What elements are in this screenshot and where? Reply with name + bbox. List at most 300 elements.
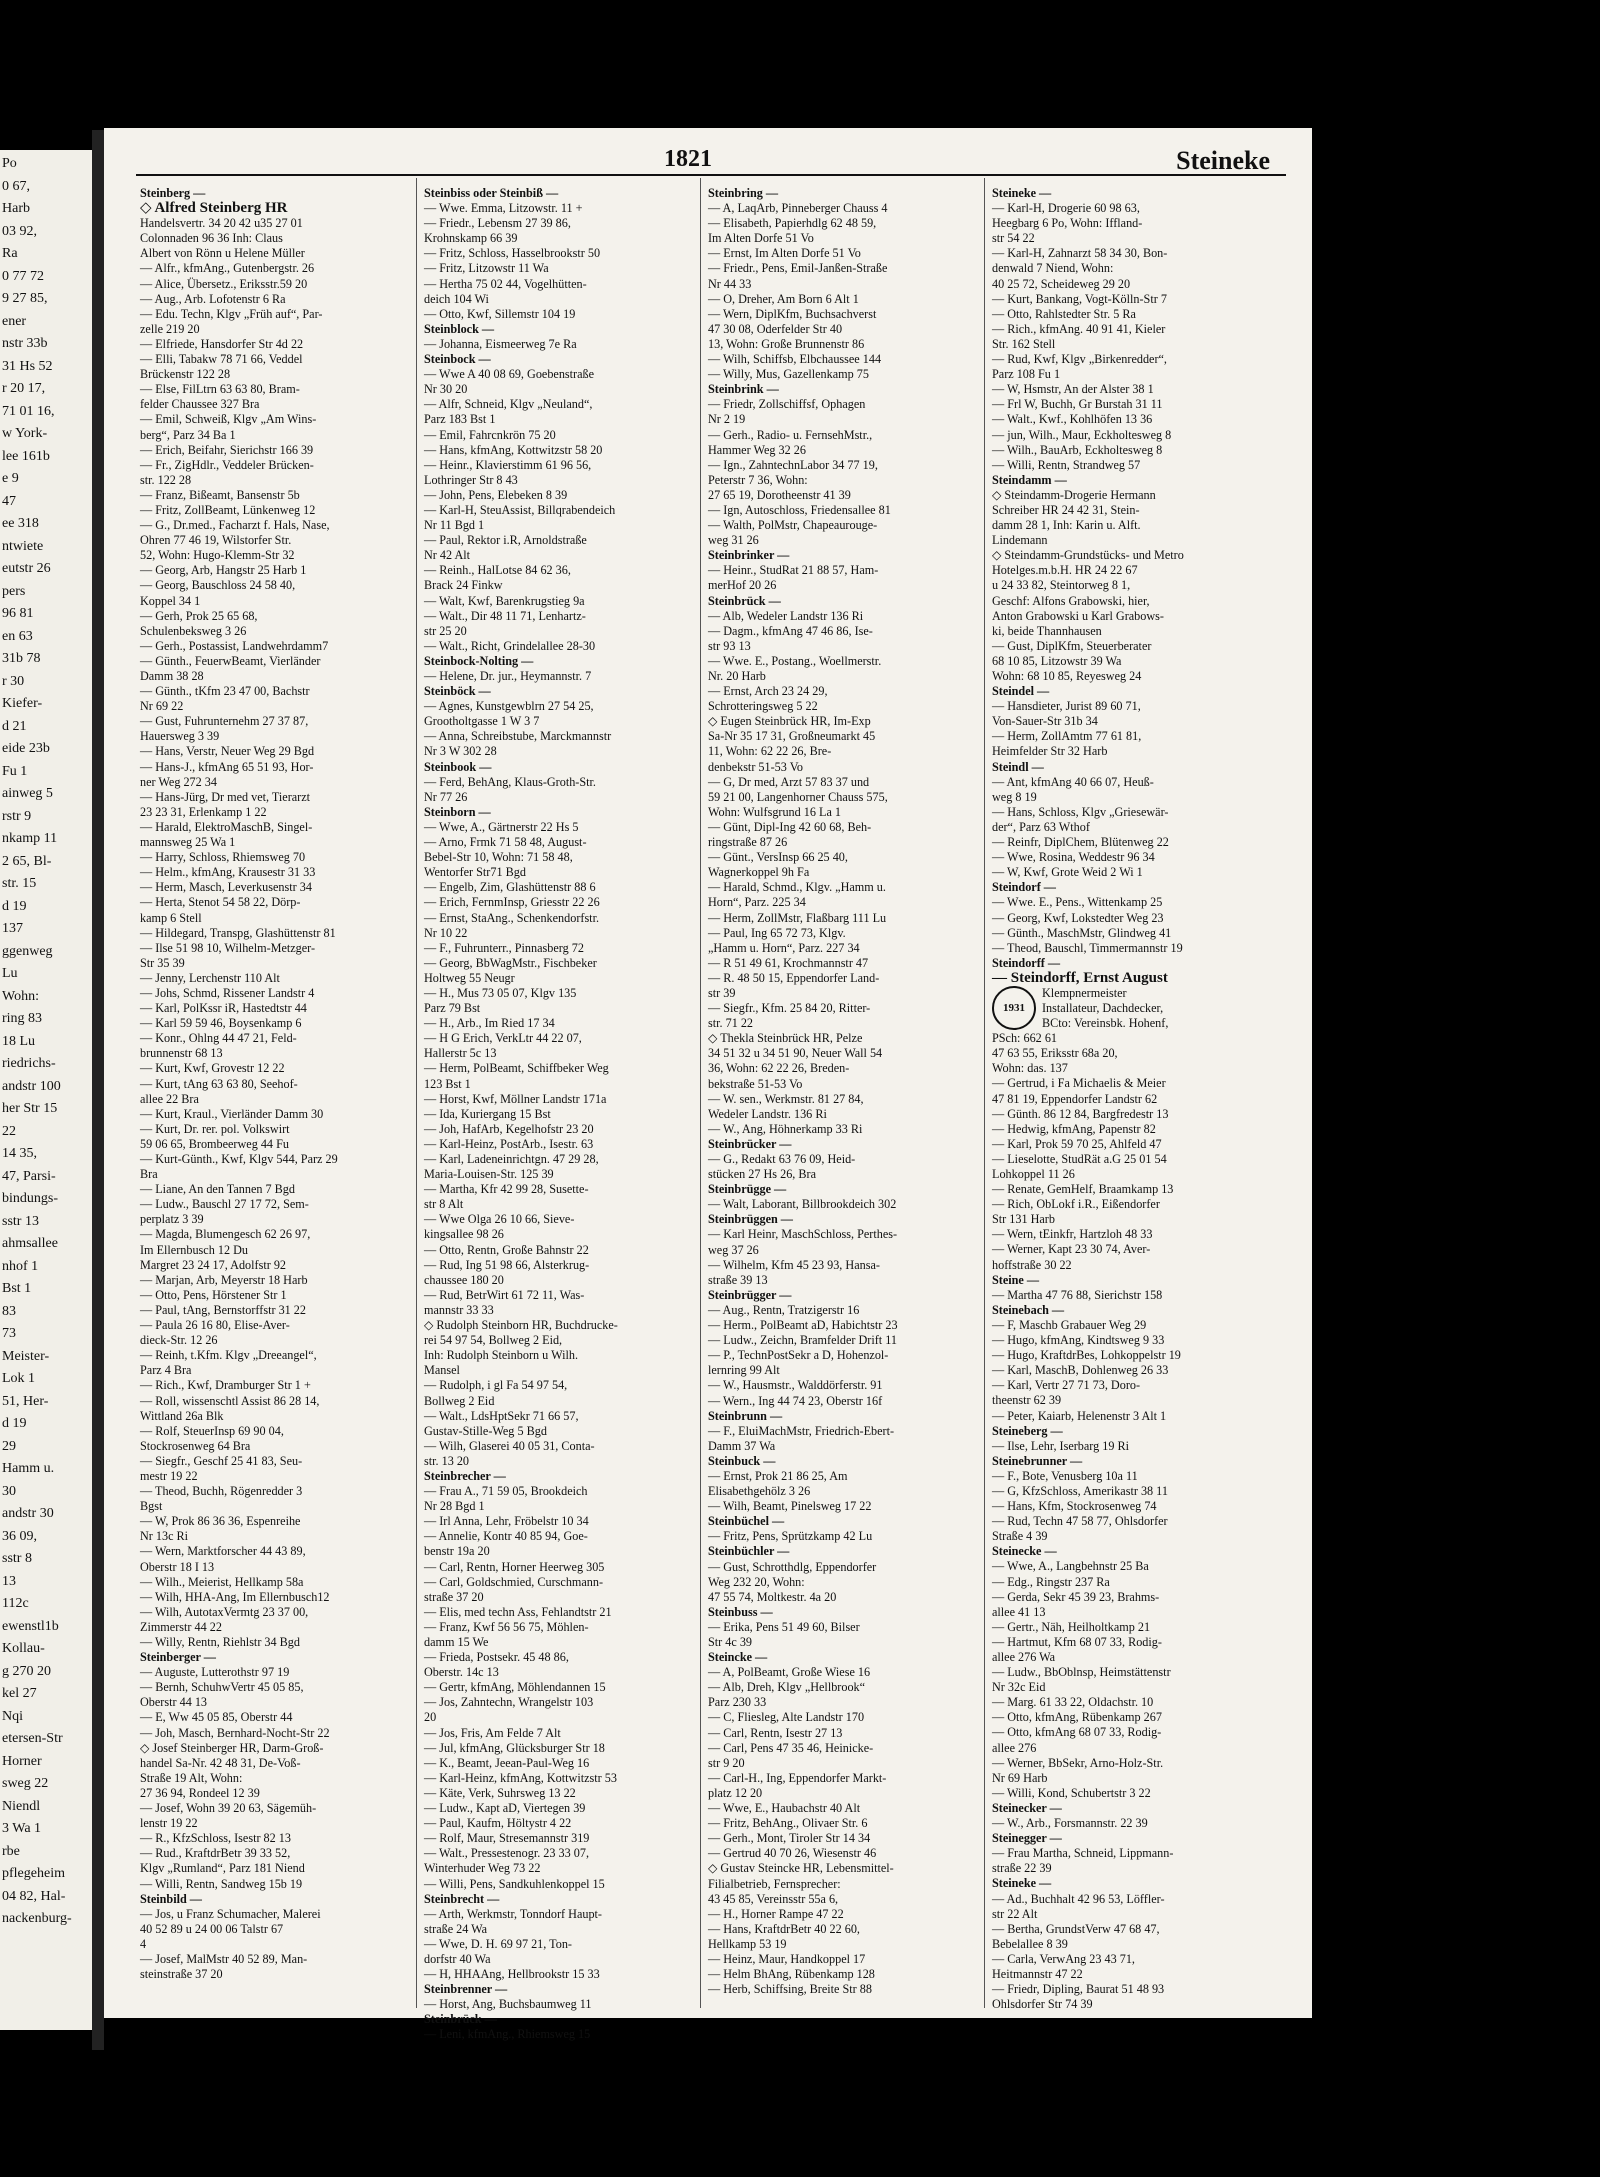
entry-text: — Karl-H, Drogerie 60 98 63, <box>992 201 1140 216</box>
entry-text: — A, LaqArb, Pinneberger Chauss 4 <box>708 201 888 216</box>
entry-text: ◇ Gustav Steincke HR, Lebensmittel- <box>708 1861 894 1876</box>
strip-line: 31b 78 <box>2 651 41 666</box>
directory-entry <box>424 1560 704 1575</box>
entry-text: — Otto, kfmAng, Rübenkamp 267 <box>992 1710 1162 1725</box>
directory-entry <box>708 292 988 307</box>
directory-entry <box>992 775 1272 790</box>
column-2 <box>424 186 704 2042</box>
directory-entry <box>140 714 420 729</box>
directory-entry <box>708 1741 988 1756</box>
directory-entry <box>140 246 420 261</box>
directory-entry <box>708 1922 988 1937</box>
entry-text: — Günth., FeuerwBeamt, Vierländer <box>140 653 321 668</box>
directory-entry <box>992 428 1272 443</box>
entry-text: 40 52 89 u 24 00 06 Talstr 67 <box>140 1921 284 1936</box>
entry-text: Steinbuck — <box>708 1453 776 1468</box>
directory-entry <box>140 1907 420 1922</box>
entry-text: — Harald, Schmd., Klgv. „Hamm u. <box>708 880 886 895</box>
entry-text: Hotelges.m.b.H. HR 24 22 67 <box>992 563 1138 578</box>
entry-text: — Fr., ZigHdlr., Veddeler Brücken- <box>140 457 314 472</box>
entry-text: rei 54 97 54, Bollweg 2 Eid, <box>424 1333 563 1348</box>
entry-text: — Carl-H., Ing, Eppendorfer Markt- <box>708 1770 887 1785</box>
directory-entry <box>140 1061 420 1076</box>
directory-entry <box>140 1243 420 1258</box>
strip-line: 137 <box>2 921 23 936</box>
entry-text: Str 35 39 <box>140 955 185 970</box>
directory-entry <box>992 1363 1272 1378</box>
directory-entry <box>140 367 420 382</box>
entry-text: chaussee 180 20 <box>424 1272 504 1287</box>
directory-entry <box>708 1846 988 1861</box>
entry-text: — Ilse 51 98 10, Wilhelm-Metzger- <box>140 940 316 955</box>
directory-entry <box>424 1439 704 1454</box>
directory-entry <box>708 1952 988 1967</box>
directory-entry <box>140 1454 420 1469</box>
entry-text: — Hertha 75 02 44, Vogelhütten- <box>424 276 587 291</box>
entry-text: — Fritz, Pens, Sprützkamp 42 Lu <box>708 1529 873 1544</box>
directory-entry <box>992 1016 1272 1031</box>
entry-text: str 54 22 <box>992 231 1035 246</box>
entry-text: — Günth., MaschMstr, Glindweg 41 <box>992 925 1172 940</box>
strip-line: 14 35, <box>2 1146 37 1161</box>
directory-entry <box>424 578 704 593</box>
directory-entry <box>708 1877 988 1892</box>
entry-text: — Elisabeth, Papierhdlg 62 48 59, <box>708 216 877 231</box>
entry-text: Krohnskamp 66 39 <box>424 231 518 246</box>
entry-text: — Helm., kfmAng, Krausestr 31 33 <box>140 865 316 880</box>
strip-line: str. 15 <box>2 876 37 891</box>
entry-text: Steindamm — <box>992 472 1067 487</box>
entry-text: Ohlsdorfer Str 74 39 <box>992 1997 1093 2012</box>
directory-entry <box>708 428 988 443</box>
directory-entry <box>992 292 1272 307</box>
strip-line: 83 <box>2 1303 16 1319</box>
entry-text: Von-Sauer-Str 31b 34 <box>992 714 1098 729</box>
directory-entry <box>708 926 988 941</box>
surname-heading <box>708 1288 988 1303</box>
entry-text: — Josef, Wohn 39 20 63, Sägemüh- <box>140 1801 317 1816</box>
entry-text: — Paul, Kaufm, Höltystr 4 22 <box>424 1816 572 1831</box>
entry-text: — Ernst, Im Alten Dorfe 51 Vo <box>708 246 861 261</box>
entry-text: damm 15 We <box>424 1635 489 1649</box>
entry-text: Wohn: 68 10 85, Reyesweg 24 <box>992 669 1142 683</box>
entry-text: — Ferd, BehAng, Klaus-Groth-Str. <box>424 774 596 789</box>
entry-text: — Ludw., Zeichn, Bramfelder Drift 11 <box>708 1333 897 1348</box>
entry-text: str 8 Alt <box>424 1197 464 1212</box>
directory-entry <box>140 1303 420 1318</box>
entry-text: — Annelie, Kontr 40 85 94, Goe- <box>424 1529 588 1544</box>
entry-text: Bgst <box>140 1499 163 1514</box>
directory-entry <box>424 624 704 639</box>
entry-text: Wohn: das. 137 <box>992 1061 1068 1076</box>
directory-entry <box>708 533 988 548</box>
entry-text: — Rud, Techn 47 58 77, Ohlsdorfer <box>992 1514 1168 1529</box>
entry-text: Steinbring — <box>708 186 779 200</box>
entry-text: Ohren 77 46 19, Wilstorfer Str. <box>140 533 292 548</box>
strip-line: 0 77 72 <box>2 268 44 284</box>
strip-line: 18 Lu <box>2 1033 36 1049</box>
entry-text: — Hans-J., kfmAng 65 51 93, Hor- <box>140 759 314 774</box>
strip-line: 3 Wa 1 <box>2 1821 42 1836</box>
entry-text: 11, Wohn: 62 22 26, Bre- <box>708 744 832 759</box>
entry-text: — Rolf, Maur, Stresemannstr 319 <box>424 1831 590 1846</box>
entry-text: der“, Parz 63 Wthof <box>992 819 1090 834</box>
directory-entry <box>992 216 1272 231</box>
surname-heading <box>992 1544 1272 1559</box>
directory-entry <box>424 1846 704 1861</box>
entry-text: — Karl, Vertr 27 71 73, Doro- <box>992 1378 1141 1393</box>
entry-text: — Gertrud 40 70 26, Wiesenstr 46 <box>708 1846 877 1861</box>
entry-text: — Karl, MaschB, Dohlenweg 26 33 <box>992 1363 1169 1378</box>
entry-text: — G., Redakt 63 76 09, Heid- <box>708 1152 856 1166</box>
directory-entry <box>708 790 988 805</box>
directory-entry <box>424 518 704 533</box>
entry-text: Oberstr. 14c 13 <box>424 1665 499 1680</box>
entry-text: BCto: Vereinsbk. Hohenf, <box>1042 1016 1169 1031</box>
entry-text: Elisabethgehölz 3 26 <box>708 1484 811 1499</box>
entry-text: — F., Fuhrunterr., Pinnasberg 72 <box>424 940 584 955</box>
entry-text: zelle 219 20 <box>140 321 200 336</box>
entry-text: — H, HHAAng, Hellbrookstr 15 33 <box>424 1967 600 1982</box>
entry-text: — Wilh, Beamt, Pinelsweg 17 22 <box>708 1499 872 1514</box>
entry-text: — Hans, kfmAng, Kottwitzstr 58 20 <box>424 442 603 457</box>
entry-text: — Hans, KraftdrBetr 40 22 60, <box>708 1921 860 1936</box>
entry-text: Steinbrück — <box>708 593 781 608</box>
strip-line: nkamp 11 <box>2 831 58 846</box>
entry-text: — Paul, tAng, Bernstorffstr 31 22 <box>140 1302 306 1317</box>
entry-text: — Willi, Rentn, Sandweg 15b 19 <box>140 1876 303 1891</box>
entry-text: — Wwe A 40 08 69, Goebenstraße <box>424 367 595 382</box>
entry-text: Steincke — <box>708 1650 768 1665</box>
directory-entry <box>140 382 420 397</box>
strip-line: en 63 <box>2 628 33 644</box>
directory-entry <box>992 1378 1272 1393</box>
directory-entry <box>992 1605 1272 1620</box>
entry-text: — Alb, Dreh, Klgv „Hellbrook“ <box>708 1680 866 1695</box>
entry-text: — Otto, Pens, Hörstener Str 1 <box>140 1287 287 1302</box>
entry-text: — Hans, Schloss, Klgv „Griesewär- <box>992 804 1169 819</box>
directory-entry <box>992 744 1272 759</box>
directory-entry <box>992 1122 1272 1137</box>
entry-text: mannsweg 25 Wa 1 <box>140 835 236 850</box>
strip-line: etersen-Str <box>2 1731 63 1746</box>
directory-entry <box>992 1741 1272 1756</box>
entry-text: Damm 38 28 <box>140 669 204 683</box>
entry-text: — E, Ww 45 05 85, Oberstr 44 <box>140 1710 293 1725</box>
entry-text: — Rud, Kwf, Klgv „Birkenredder“, <box>992 352 1167 367</box>
entry-text: — Herm, ZollMstr, Flaßbarg 111 Lu <box>708 910 887 925</box>
entry-text: — Karl, PolKssr iR, Hastedtstr 44 <box>140 1001 307 1016</box>
directory-entry <box>992 790 1272 805</box>
surname-heading <box>424 760 704 775</box>
strip-line: sstr 8 <box>2 1551 32 1566</box>
strip-line: 9 27 85, <box>2 291 48 306</box>
directory-entry <box>992 231 1272 246</box>
directory-entry <box>992 1152 1272 1167</box>
entry-text: str 9 20 <box>708 1755 745 1770</box>
entry-text: — Willy, Mus, Gazellenkamp 75 <box>708 367 869 382</box>
strip-line: 112c <box>2 1596 29 1611</box>
directory-entry <box>140 201 420 216</box>
entry-text: Parz 230 33 <box>708 1695 767 1710</box>
entry-text: — Emil, Fahrcnkrön 75 20 <box>424 427 556 442</box>
directory-entry <box>992 729 1272 744</box>
directory-entry <box>140 1710 420 1725</box>
surname-heading <box>708 1137 988 1152</box>
directory-entry <box>708 609 988 624</box>
entry-text: — Arth, Werkmstr, Tonndorf Haupt- <box>424 1906 602 1921</box>
directory-entry <box>992 1514 1272 1529</box>
entry-text: Nr. 20 Harb <box>708 669 766 683</box>
entry-text: — Rudolph, i gl Fa 54 97 54, <box>424 1378 568 1393</box>
entry-text: — Rich., Kwf, Dramburger Str 1 + <box>140 1378 311 1393</box>
directory-entry <box>424 1288 704 1303</box>
directory-entry <box>140 1182 420 1197</box>
entry-text: deich 104 Wi <box>424 291 489 306</box>
surname-heading <box>708 1544 988 1559</box>
directory-entry <box>992 1409 1272 1424</box>
directory-entry <box>992 1046 1272 1061</box>
strip-line: 36 09, <box>2 1528 37 1544</box>
strip-line: andstr 30 <box>2 1506 54 1521</box>
entry-text: — Ludw., BbOblnsp, Heimstättenstr <box>992 1665 1171 1680</box>
directory-entry <box>992 1393 1272 1408</box>
directory-entry <box>140 941 420 956</box>
entry-text: — G., Dr.med., Facharzt f. Hals, Nase, <box>140 518 330 533</box>
directory-entry <box>992 337 1272 352</box>
directory-entry <box>424 533 704 548</box>
strip-line: Fu 1 <box>2 763 28 779</box>
entry-text: — Wwe. Emma, Litzowstr. 11 + <box>424 201 583 216</box>
entry-text: Schreiber HR 24 42 31, Stein- <box>992 502 1140 517</box>
entry-text: — Hugo, kfmAng, Kindtsweg 9 33 <box>992 1333 1165 1348</box>
entry-text: 47 63 55, Eriksstr 68a 20, <box>992 1046 1118 1061</box>
entry-text: — Wilhelm, Kfm 45 23 93, Hansa- <box>708 1257 880 1272</box>
surname-heading <box>992 1876 1272 1891</box>
surname-heading <box>708 1650 988 1665</box>
entry-text: — Käte, Verk, Suhrsweg 13 22 <box>424 1785 576 1800</box>
directory-entry <box>140 1590 420 1605</box>
directory-entry <box>140 1756 420 1771</box>
strip-line: 73 <box>2 1326 16 1341</box>
directory-entry <box>992 1937 1272 1952</box>
directory-entry <box>140 1786 420 1801</box>
directory-entry <box>424 1258 704 1273</box>
strip-line: Niendl <box>2 1798 41 1814</box>
directory-entry <box>708 956 988 971</box>
directory-entry <box>424 1952 704 1967</box>
directory-entry <box>140 1439 420 1454</box>
entry-text: — Alfr., kfmAng., Gutenbergstr. 26 <box>140 261 315 276</box>
entry-text: merHof 20 26 <box>708 578 777 593</box>
directory-entry <box>424 1877 704 1892</box>
surname-heading <box>424 1982 704 1997</box>
directory-entry <box>992 1318 1272 1333</box>
directory-entry <box>424 850 704 865</box>
strip-line: nhof 1 <box>2 1258 39 1274</box>
entry-text: straße 24 Wa <box>424 1921 488 1936</box>
entry-text: Mansel <box>424 1363 460 1378</box>
entry-text: Steinbrücker — <box>708 1136 792 1151</box>
page-header <box>104 138 1312 178</box>
surname-heading <box>424 322 704 337</box>
entry-text: Steinbuss — <box>708 1604 773 1619</box>
entry-text: Lohkoppel 11 26 <box>992 1167 1075 1181</box>
directory-entry <box>140 880 420 895</box>
entry-text: Str. 162 Stell <box>992 336 1056 351</box>
directory-entry <box>992 639 1272 654</box>
directory-entry <box>424 1741 704 1756</box>
strip-line: Hamm u. <box>2 1461 55 1476</box>
directory-entry <box>424 775 704 790</box>
entry-text: steinstraße 37 20 <box>140 1967 223 1982</box>
directory-entry <box>992 850 1272 865</box>
directory-entry <box>708 1786 988 1801</box>
entry-text: — Ign., ZahntechnLabor 34 77 19, <box>708 457 878 472</box>
entry-text: — Heinr., StudRat 21 88 57, Ham- <box>708 563 879 578</box>
entry-text: — W, Prok 86 36 36, Espenreihe <box>140 1514 301 1529</box>
entry-text: — Hans, Verstr, Neuer Weg 29 Bgd <box>140 744 315 759</box>
entry-text: — Gerh., Radio- u. FernsehMstr., <box>708 427 873 442</box>
directory-entry <box>992 1650 1272 1665</box>
entry-text: — Liane, An den Tannen 7 Bgd <box>140 1182 295 1197</box>
directory-entry <box>424 1273 704 1288</box>
directory-entry <box>140 1394 420 1409</box>
directory-entry <box>708 1620 988 1635</box>
directory-entry <box>992 911 1272 926</box>
entry-text: 52, Wohn: Hugo-Klemm-Str 32 <box>140 548 295 563</box>
strip-line: pflegeheim <box>2 1866 65 1881</box>
entry-text: — Rolf, SteuerInsp 69 90 04, <box>140 1423 284 1438</box>
directory-entry <box>424 594 704 609</box>
entry-text: — Kurt, Kraul., Vierländer Damm 30 <box>140 1106 324 1121</box>
entry-text: — Fritz, BehAng., Olivaer Str. 6 <box>708 1816 868 1831</box>
entry-text: — Ida, Kuriergang 15 Bst <box>424 1106 551 1121</box>
entry-text: — Erich, FernmInsp, Griesstr 22 26 <box>424 895 600 910</box>
directory-entry <box>140 1046 420 1061</box>
entry-text: Sa-Nr 35 17 31, Großneumarkt 45 <box>708 729 876 744</box>
directory-entry <box>140 684 420 699</box>
entry-text: — F., Bote, Venusberg 10a 11 <box>992 1468 1138 1483</box>
directory-entry <box>992 1725 1272 1740</box>
directory-entry <box>424 895 704 910</box>
entry-text: „Hamm u. Horn“, Parz. 227 34 <box>708 940 860 955</box>
directory-entry <box>708 458 988 473</box>
entry-text: — Otto, Kwf, Sillemstr 104 19 <box>424 306 576 321</box>
directory-entry <box>708 307 988 322</box>
entry-text: — Erika, Pens 51 49 60, Bilser <box>708 1619 860 1634</box>
entry-text: Steinberger — <box>140 1650 216 1665</box>
entry-text: Bra <box>140 1167 158 1182</box>
directory-entry <box>992 503 1272 518</box>
strip-line: e 9 <box>2 471 19 486</box>
entry-text: dorfstr 40 Wa <box>424 1951 491 1966</box>
directory-entry <box>992 1635 1272 1650</box>
directory-entry <box>424 1771 704 1786</box>
strip-line: r 30 <box>2 673 25 689</box>
entry-text: — Walt., Pressestenogr. 23 33 07, <box>424 1846 590 1861</box>
entry-text: — Marg. 61 33 22, Oldachstr. 10 <box>992 1695 1154 1710</box>
entry-text: — K., Beamt, Jeean-Paul-Weg 16 <box>424 1755 590 1770</box>
entry-text: — Herm, Masch, Leverkusenstr 34 <box>140 880 312 895</box>
directory-entry <box>140 1197 420 1212</box>
strip-line: Ra <box>2 246 18 261</box>
entry-text: — Helene, Dr. jur., Heymannstr. 7 <box>424 669 592 683</box>
entry-text: — O, Dreher, Am Born 6 Alt 1 <box>708 291 859 306</box>
entry-text: kamp 6 Stell <box>140 910 202 925</box>
directory-entry <box>424 1243 704 1258</box>
directory-entry <box>424 1167 704 1182</box>
entry-text: — Wwe, E., Haubachstr 40 Alt <box>708 1801 861 1816</box>
directory-entry <box>140 1514 420 1529</box>
entry-text: — Elis, med techn Ass, Fehlandtstr 21 <box>424 1604 612 1619</box>
entry-text: — Paul, Ing 65 72 73, Klgv. <box>708 925 846 940</box>
strip-line: 47, Parsi- <box>2 1168 56 1184</box>
directory-entry <box>140 1967 420 1982</box>
entry-text: Colonnaden 96 36 Inh: Claus <box>140 231 283 246</box>
entry-text: Grootholtgasse 1 W 3 7 <box>424 714 540 729</box>
directory-entry <box>708 518 988 533</box>
entry-text: — Friedr., Pens, Emil-Janßen-Straße <box>708 261 888 276</box>
directory-entry <box>140 1544 420 1559</box>
directory-entry <box>992 1499 1272 1514</box>
entry-text: 59 06 65, Brombeerweg 44 Fu <box>140 1136 289 1151</box>
directory-entry <box>708 1394 988 1409</box>
directory-entry <box>140 1363 420 1378</box>
strip-line: eutstr 26 <box>2 561 51 576</box>
entry-text: Steinecke — <box>992 1544 1057 1559</box>
entry-text: — Gust, Fuhrunternehm 27 37 87, <box>140 714 309 729</box>
directory-entry <box>708 1303 988 1318</box>
directory-entry <box>708 850 988 865</box>
entry-text: Nr 28 Bgd 1 <box>424 1499 485 1514</box>
entry-text: Parz 108 Fu 1 <box>992 367 1061 382</box>
surname-heading <box>992 1801 1272 1816</box>
directory-entry <box>992 201 1272 216</box>
entry-text: Hallerstr 5c 13 <box>424 1046 497 1061</box>
entry-text: — Reinfr, DiplChem, Blütenweg 22 <box>992 835 1169 850</box>
directory-entry <box>424 382 704 397</box>
directory-entry <box>992 322 1272 337</box>
surname-heading <box>992 1273 1272 1288</box>
directory-entry <box>140 1273 420 1288</box>
strip-line: her Str 15 <box>2 1101 58 1116</box>
entry-text: Oberstr 44 13 <box>140 1695 208 1710</box>
directory-entry <box>424 1907 704 1922</box>
strip-line: eide 23b <box>2 741 50 756</box>
entry-text: Nr 13c Ri <box>140 1529 189 1544</box>
directory-entry <box>424 1424 704 1439</box>
directory-entry <box>424 986 704 1001</box>
directory-entry <box>140 1560 420 1575</box>
entry-text: — Friedr., Lebensm 27 39 86, <box>424 216 571 231</box>
directory-entry <box>708 654 988 669</box>
directory-entry <box>708 1529 988 1544</box>
directory-entry <box>992 1333 1272 1348</box>
directory-entry <box>424 1665 704 1680</box>
entry-text: — Herm, PolBeamt, Schiffbeker Weg <box>424 1061 609 1076</box>
directory-entry <box>992 1756 1272 1771</box>
directory-entry <box>140 1288 420 1303</box>
strip-line: d 21 <box>2 718 27 734</box>
directory-entry <box>140 1077 420 1092</box>
directory-entry <box>992 865 1272 880</box>
directory-entry <box>424 412 704 427</box>
column-4 <box>992 186 1272 2010</box>
entry-text: — Kurt, Kwf, Grovestr 12 22 <box>140 1061 285 1076</box>
entry-text: bekstraße 51-53 Vo <box>708 1076 803 1091</box>
entry-text: Weg 232 20, Wohn: <box>708 1574 805 1589</box>
